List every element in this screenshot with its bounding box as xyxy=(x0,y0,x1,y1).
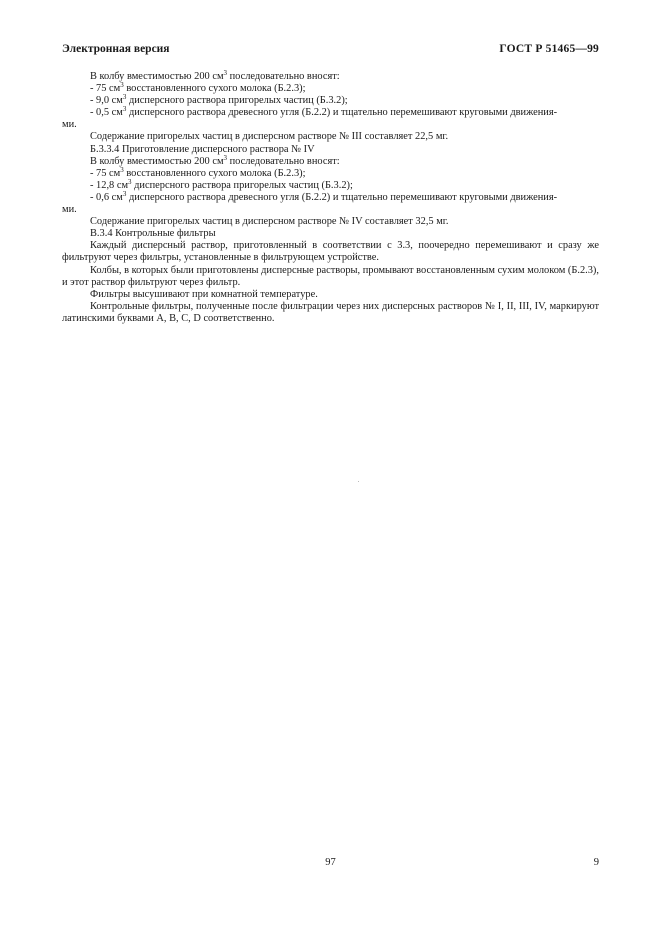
scan-speck xyxy=(358,481,359,482)
list-item: - 0,6 $см^3$ дисперсного раствора древесного угля (Б.2.2) и тщательно перемешивают круговыми движения- xyxy=(90,189,558,203)
list-item: - 9,0 $см^3$ дисперсного раствора пригорелых частиц (Б.3.2); xyxy=(90,93,348,107)
paragraph: Фильтры высушивают при комнатной температуре. xyxy=(90,288,318,300)
paragraph: Колбы, в которых были приготовлены дисперсные растворы, промывают восстановленным сухим молоком (Б.2.3), и этот раствор фильтруют через фильтр. xyxy=(62,264,599,288)
section-heading: Б.3.3.4 Приготовление дисперсного раствора № IV xyxy=(90,143,315,155)
list-item: - 12,8 $см^3$ дисперсного раствора пригорелых частиц (Б.3.2); xyxy=(90,177,353,191)
paragraph-continuation: ми. xyxy=(62,204,77,216)
header-standard-number: ГОСТ Р 51465—99 xyxy=(499,43,599,55)
page-number: 97 xyxy=(325,857,336,868)
header-electronic-version: Электронная версия xyxy=(62,43,170,55)
paragraph: Содержание пригорелых частиц в дисперсном растворе № III составляет 22,5 мг. xyxy=(90,131,449,143)
list-item: - 0,5 $см^3$ дисперсного раствора древесного угля (Б.2.2) и тщательно перемешивают круговыми движения- xyxy=(90,105,558,119)
sheet-number: 9 xyxy=(593,857,599,868)
paragraph-continuation: ми. xyxy=(62,119,77,131)
list-item: - 75 $см^3$ восстановленного сухого молока (Б.2.3); xyxy=(90,81,306,95)
paragraph: В колбу вместимостью 200 $см^3$ последовательно вносят: xyxy=(90,153,340,167)
document-body xyxy=(62,71,599,325)
paragraph: В колбу вместимостью 200 $см^3$ последовательно вносят: xyxy=(90,69,340,82)
paragraph: Содержание пригорелых частиц в дисперсном растворе № IV составляет 32,5 мг. xyxy=(90,216,449,228)
paragraph: Контрольные фильтры, полученные после фильтрации через них дисперсных растворов № I, II, III, IV, маркируют латинскими буквами А, В, С, D соответственно. xyxy=(62,300,599,324)
list-item: - 75 $см^3$ восстановленного сухого молока (Б.2.3); xyxy=(90,165,306,179)
paragraph: Каждый дисперсный раствор, приготовленный в соответствии с 3.3, поочередно перемешивают и сразу же фильтруют через фильтры, установленные в фильтрующем устройстве. xyxy=(62,240,599,264)
section-heading: В.3.4 Контрольные фильтры xyxy=(90,228,216,240)
